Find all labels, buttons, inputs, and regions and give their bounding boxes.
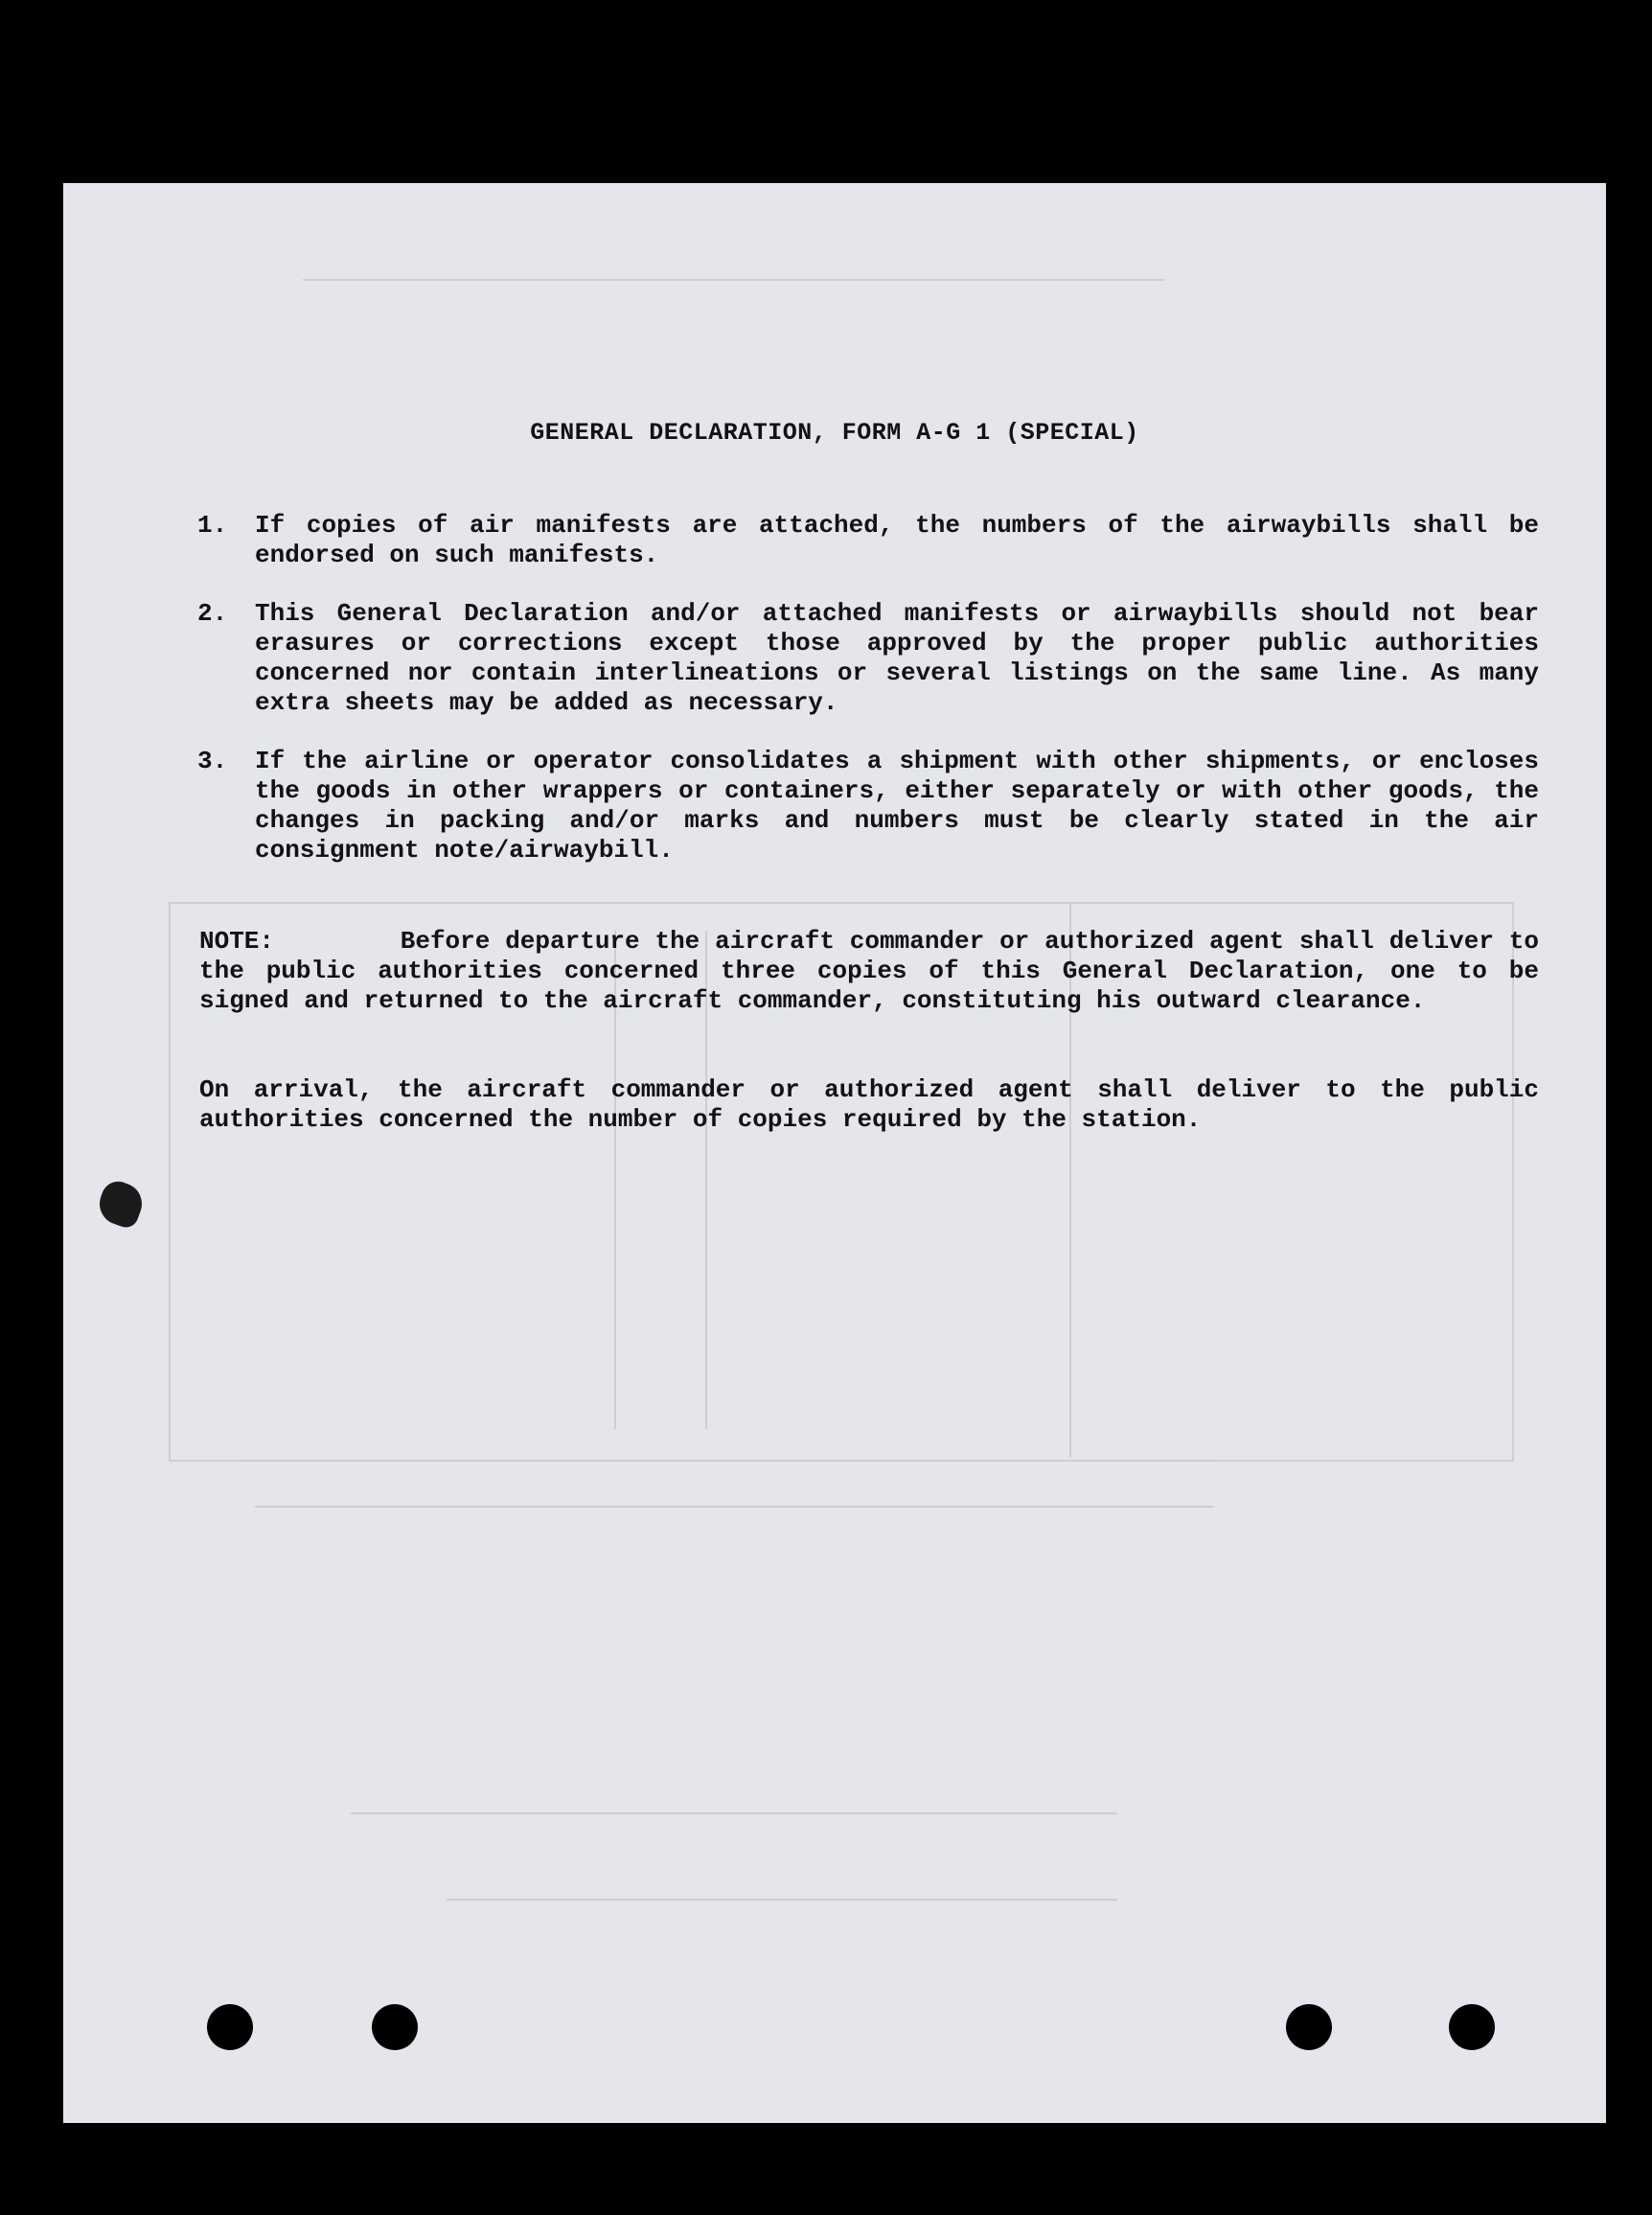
item-text: This General Declaration and/or attached manifests or airwaybills should not bear erasures or corrections except those approved by the proper public authorities concerned nor contain interlineations or several listings on the same line. As many extra sheets may be added as necessary. [255, 599, 1539, 717]
clip-mark [94, 1177, 148, 1231]
punch-hole [1449, 2004, 1495, 2050]
item-number: 2. [197, 599, 228, 628]
document-page [63, 183, 1606, 2123]
note-label: NOTE: [199, 927, 275, 956]
reverse-side-show-through [63, 183, 1606, 2123]
item-text: If copies of air manifests are attached, the numbers of the airwaybills shall be endorsed on such manifests. [255, 511, 1539, 569]
punch-hole [207, 2004, 253, 2050]
item-number: 1. [197, 511, 228, 540]
note-text: Before departure the aircraft commander or authorized agent shall deliver to the public authorities concerned three copies of this General Declaration, one to be signed and returned to the aircraft commander, constituting his outward clearance. [199, 927, 1540, 1015]
item-text: If the airline or operator consolidates a shipment with other shipments, or encloses the goods in other wrappers or containers, either separately or with other goods, the changes in packing and/or marks and numbers must be clearly stated in the air consignment note/airwaybill. [255, 747, 1539, 865]
punch-hole [372, 2004, 418, 2050]
page-title: GENERAL DECLARATION, FORM A-G 1 (SPECIAL) [530, 419, 1139, 447]
arrival-paragraph: On arrival, the aircraft commander or authorized agent shall deliver to the public authorities concerned the number of copies required by the station. [199, 1075, 1539, 1134]
punch-hole [1286, 2004, 1332, 2050]
item-number: 3. [197, 747, 228, 775]
note-paragraph [199, 927, 1539, 1016]
